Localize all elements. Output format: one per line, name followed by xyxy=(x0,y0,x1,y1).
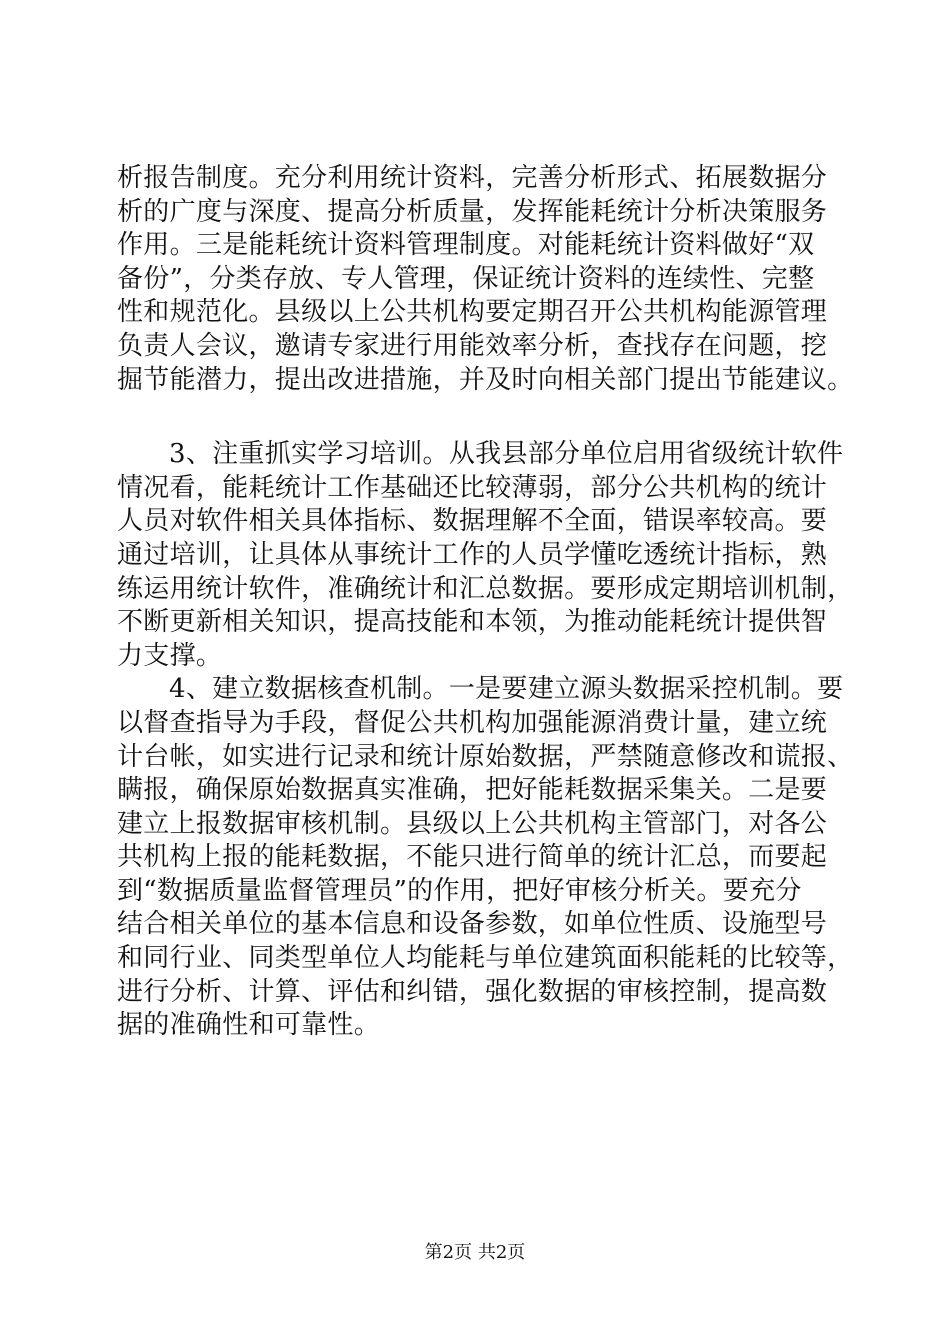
text-line: 不断更新相关知识，提高技能和本领，为推动能耗统计提供智 xyxy=(117,607,828,638)
text-line: 共机构上报的能耗数据，不能只进行简单的统计汇总，而要起 xyxy=(117,842,828,873)
text-line: 进行分析、计算、评估和纠错，强化数据的审核控制，提高数 xyxy=(117,976,828,1007)
text-line: 通过培训，让具体从事统计工作的人员学懂吃透统计指标，熟 xyxy=(117,539,828,570)
text-line: 力支撑。 xyxy=(117,640,223,671)
text-line: 建立上报数据审核机制。县级以上公共机构主管部门，对各公 xyxy=(117,808,828,839)
page-number-footer: 第2页 共2页 xyxy=(424,1242,526,1263)
text-line: 人员对软件相关具体指标、数据理解不全面，错误率较高。要 xyxy=(117,506,828,537)
text-line: 析的广度与深度、提高分析质量，发挥能耗统计分析决策服务 xyxy=(117,196,828,227)
document-body xyxy=(117,162,854,1043)
text-line: 3、注重抓实学习培训。从我县部分单位启用省级统计软件 xyxy=(169,439,844,470)
text-line: 以督查指导为手段，督促公共机构加强能源消费计量，建立统 xyxy=(117,707,828,738)
paragraph-analysis-report xyxy=(117,162,854,397)
text-line: 备份”，分类存放、专人管理，保证统计资料的连续性、完整 xyxy=(117,263,815,294)
text-line: 练运用统计软件，准确统计和汇总数据。要形成定期培训机制， xyxy=(117,573,854,604)
text-line: 作用。三是能耗统计资料管理制度。对能耗统计资料做好“双 xyxy=(117,230,815,261)
paragraph-training xyxy=(117,438,854,673)
paragraph-data-verification xyxy=(117,673,854,1043)
text-line: 掘节能潜力，提出改进措施，并及时向相关部门提出节能建议。 xyxy=(117,364,854,395)
text-line: 性和规范化。县级以上公共机构要定期召开公共机构能源管理 xyxy=(117,297,828,328)
text-line: 情况看，能耗统计工作基础还比较薄弱，部分公共机构的统计 xyxy=(117,472,828,503)
paragraph-spacer xyxy=(117,397,837,438)
text-line: 计台帐，如实进行记录和统计原始数据，严禁随意修改和谎报、 xyxy=(117,741,854,772)
text-line: 据的准确性和可靠性。 xyxy=(117,1010,381,1041)
text-line: 结合相关单位的基本信息和设备参数，如单位性质、设施型号 xyxy=(117,909,828,940)
text-line: 到“数据质量监督管理员”的作用，把好审核分析关。要充分 xyxy=(117,875,802,906)
text-line: 和同行业、同类型单位人均能耗与单位建筑面积能耗的比较等， xyxy=(117,943,854,974)
text-line: 4、建立数据核查机制。一是要建立源头数据采控机制。要 xyxy=(169,674,844,705)
text-line: 析报告制度。充分利用统计资料，完善分析形式、拓展数据分 xyxy=(117,163,828,193)
text-line: 负责人会议，邀请专家进行用能效率分析，查找存在问题，挖 xyxy=(117,330,828,361)
text-line: 瞒报，确保原始数据真实准确，把好能耗数据采集关。二是要 xyxy=(117,775,828,806)
